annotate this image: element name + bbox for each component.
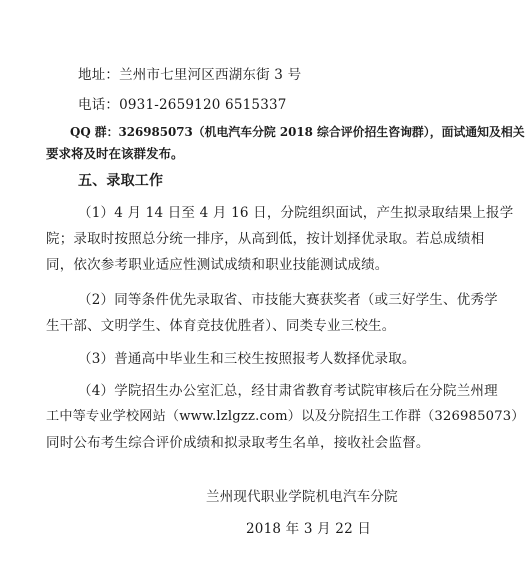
para3-line-1: （3）普通高中毕业生和三校生按照报考人数择优录取。 bbox=[78, 351, 416, 367]
para4-line-2: 工中等专业学校网站（www.lzlgzz.com）以及分院招生工作群（326985073） bbox=[46, 409, 525, 424]
para2-line-1: （2）同等条件优先录取省、市技能大赛获奖者（或三好学生、优秀学 bbox=[78, 292, 498, 308]
para2-line-2: 生干部、文明学生、体育竞技优胜者）、同类专业三校生。 bbox=[46, 318, 396, 334]
para1-line-2: 院；录取时按照总分统一排序，从高到低，按计划择优录取。若总成绩相 bbox=[46, 231, 485, 247]
section-heading: 五、录取工作 bbox=[78, 173, 164, 189]
qq-notice-line-2: 要求将及时在该群发布。 bbox=[46, 146, 184, 161]
qq-notice-line-1: QQ 群：326985073（机电汽车分院 2018 综合评价招生咨询群），面试通知及相关 bbox=[70, 125, 525, 139]
signature-org: 兰州现代职业学院机电汽车分院 bbox=[206, 489, 398, 505]
para4-line-3: 同时公布考生综合评价成绩和拟录取考生名单，接收社会监督。 bbox=[46, 435, 430, 451]
phone-line: 电话：0931-2659120 6515337 bbox=[78, 97, 287, 113]
para1-line-1: （1）4 月 14 日至 4 月 16 日，分院组织面试，产生拟录取结果上报学 bbox=[78, 205, 514, 221]
address-line: 地址：兰州市七里河区西湖东街 3 号 bbox=[78, 67, 302, 83]
para1-line-3: 同，依次参考职业适应性测试成绩和职业技能测试成绩。 bbox=[46, 257, 389, 273]
para4-line-1: （4）学院招生办公室汇总，经甘肃省教育考试院审核后在分院兰州理 bbox=[78, 383, 498, 399]
signature-date: 2018 年 3 月 22 日 bbox=[246, 521, 372, 537]
